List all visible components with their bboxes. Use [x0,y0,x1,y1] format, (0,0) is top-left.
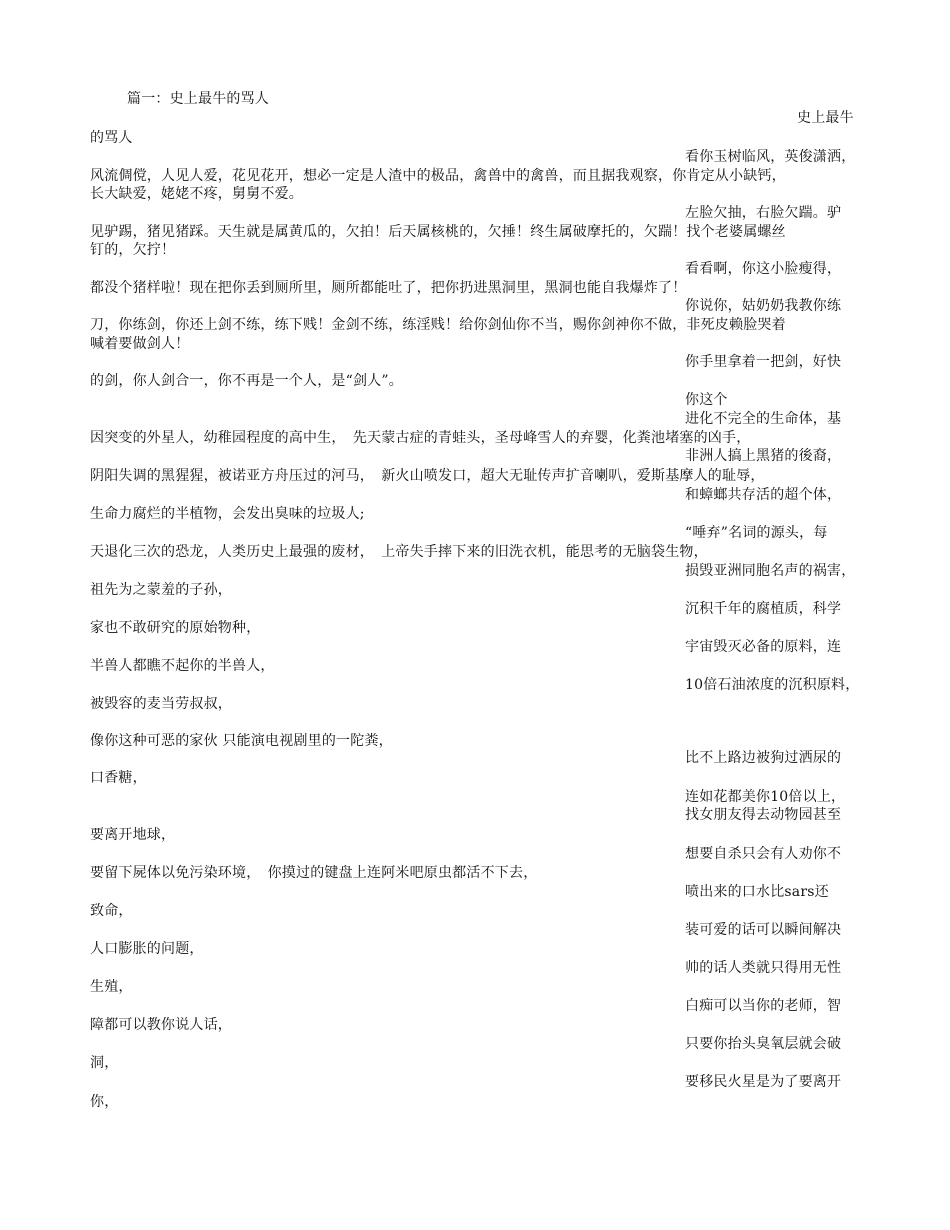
text-line: 阴阳失调的黑猩猩，被诺亚方舟压过的河马， 新火山喷发口，超大无耻传声扩音喇叭，爱斯基摩人的耻辱， [90,468,765,484]
text-line: 喊着要做剑人！ [90,336,190,352]
text-line: 人口膨胀的问题， [90,941,204,957]
text-line: 要离开地球， [90,827,176,843]
text-line: 看看啊，你这小脸瘦得， [685,261,842,277]
text-line: 洞， [90,1055,119,1071]
document-heading: 篇一：史上最牛的骂人 [127,91,269,107]
text-line: 半兽人都瞧不起你的半兽人， [90,658,275,674]
text-line: 祖先为之蒙羞的子孙， [90,582,232,598]
text-line: 要移民火星是为了要离开 [685,1074,842,1090]
text-line: 喷出来的口水比sars还 [685,884,829,900]
text-line: 障都可以教你说人话， [90,1017,232,1033]
text-line: 的剑，你人剑合一，你不再是一个人，是“剑人”。 [90,373,403,389]
text-line: 找女朋友得去动物园甚至 [685,807,842,823]
text-line: 见驴踢，猪见猪踩。天生就是属黄瓜的，欠拍！后天属核桃的，欠捶！终生属破摩托的，欠踹！找个老婆属螺丝 [90,224,786,240]
text-line: 史上最牛 [797,110,854,126]
text-line: 刀，你练剑，你还上剑不练，练下贱！金剑不练，练淫贱！给你剑仙你不当，赐你剑神你不做，非死皮赖脸哭着 [90,317,786,333]
text-line: 左脸欠抽，右脸欠踹。驴 [685,205,842,221]
text-line: 被毁容的麦当劳叔叔， [90,696,232,712]
text-line: 宇宙毁灭必备的原料，连 [685,639,842,655]
text-line: 长大缺爱，姥姥不疼，舅舅不爱。 [90,186,303,202]
text-line: 比不上路边被狗过洒尿的 [685,750,842,766]
text-line: 生殖， [90,979,133,995]
text-line: 你这个 [685,392,728,408]
text-line: 10倍石油浓度的沉积原料， [685,677,860,693]
text-line: 像你这种可恶的家伙 只能演电视剧里的一陀粪， [90,733,393,749]
text-line: 你手里拿着一把剑，好快 [685,354,842,370]
text-line: 家也不敢研究的原始物种， [90,620,261,636]
text-line: 风流倜傥，人见人爱，花见花开，想必一定是人渣中的极品，禽兽中的禽兽，而且据我观察，你肯定从小缺钙， [90,168,786,184]
text-line: 看你玉树临风，英俊潇洒， [685,149,856,165]
text-line: 钉的，欠拧！ [90,242,176,258]
text-line: 帅的话人类就只得用无性 [685,960,842,976]
text-line: 你说你，姑奶奶我教你练 [685,298,842,314]
text-line: 沉积千年的腐植质，科学 [685,601,842,617]
text-line: 你， [90,1094,119,1110]
text-line: 只要你抬头臭氧层就会破 [685,1036,842,1052]
text-line: 想要自杀只会有人劝你不 [685,846,842,862]
text-line: “唾弃”名词的源头，每 [685,525,828,541]
text-line: 进化不完全的生命体，基 [685,411,842,427]
text-line: 连如花都美你10倍以上， [685,789,846,805]
text-line: 装可爱的话可以瞬间解决 [685,922,842,938]
text-line: 非洲人搞上黑猪的後裔， [685,448,842,464]
text-line: 致命， [90,903,133,919]
text-line: 要留下屍体以免污染环境， 你摸过的键盘上连阿米吧原虫都活不下去， [90,865,538,881]
text-line: 损毁亚洲同胞名声的祸害， [685,563,856,579]
text-line: 和蟑螂共存活的超个体， [685,487,842,503]
text-line: 因突变的外星人，幼稚园程度的高中生， 先天蒙古症的青蛙头，圣母峰雪人的弃婴，化粪池堵塞的凶手， [90,430,751,446]
text-line: 口香糖， [90,770,147,786]
text-line: 天退化三次的恐龙，人类历史上最强的废材， 上帝失手摔下来的旧洗衣机，能思考的无脑袋生物， [90,544,708,560]
text-line: 的骂人 [90,130,133,146]
text-line: 生命力腐烂的半植物，会发出臭味的垃圾人; [90,506,365,522]
text-line: 都没个猪样啦！现在把你丢到厕所里，厕所都能吐了，把你扔进黑洞里，黑洞也能自我爆炸了！ [90,280,687,296]
text-line: 白痴可以当你的老师，智 [685,998,842,1014]
